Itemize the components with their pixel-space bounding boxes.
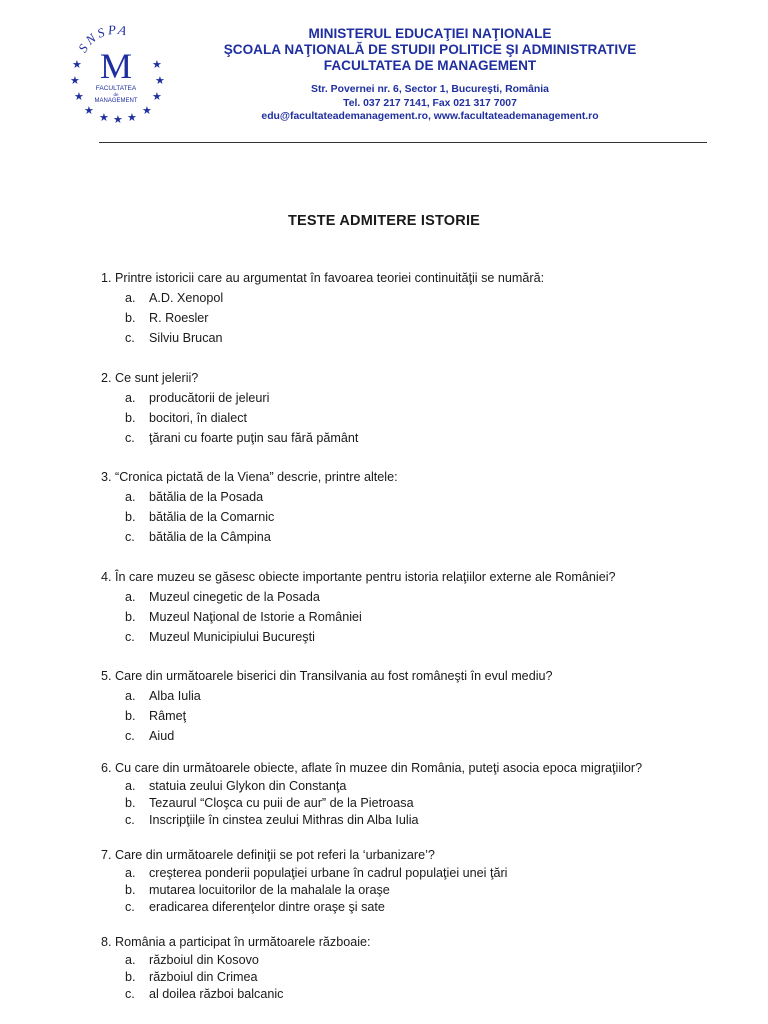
option-a: a. creşterea ponderii populaţiei urbane în cadrul populaţiei unei ţări	[125, 866, 508, 880]
option-a: a. bătălia de la Posada	[125, 490, 264, 504]
question-text: 6. Cu care din următoarele obiecte, aflate în muzee din România, puteţi asocia epoca migraţiilor?	[101, 761, 643, 775]
question-text: 4. În care muzeu se găsesc obiecte importante pentru istoria relaţiilor externe ale României?	[101, 570, 616, 584]
logo-arc-text: SNSPA	[74, 24, 131, 55]
svg-text:★: ★	[72, 59, 82, 71]
question-text: 7. Care din următoarele definiţii se pot referi la ‘urbanizare’?	[101, 848, 435, 862]
logo-sub-bottom: MANAGEMENT	[94, 98, 138, 104]
option-c: c. Silviu Brucan	[125, 331, 223, 345]
question-text: 8. România a participat în următoarele războaie:	[101, 935, 371, 949]
school-name: ŞCOALA NAŢIONALĂ DE STUDII POLITICE ŞI ADMINISTRATIVE	[223, 42, 637, 57]
svg-text:★: ★	[155, 75, 165, 87]
logo-sub-mid: de	[113, 92, 119, 97]
logo-sub-top: FACULTATEA	[95, 85, 137, 92]
svg-text:★: ★	[142, 105, 152, 117]
question-6	[101, 758, 741, 829]
question-text: 5. Care din următoarele biserici din Transilvania au fost româneşti în evul mediu?	[101, 669, 553, 683]
question-7	[101, 845, 741, 916]
svg-text:★: ★	[84, 105, 94, 117]
document-title: TESTE ADMITERE ISTORIE	[287, 213, 481, 229]
svg-text:★: ★	[70, 75, 80, 87]
option-b: b. Tezaurul “Cloşca cu puii de aur” de la Pietroasa	[125, 796, 414, 810]
question-8	[101, 932, 741, 1003]
question-5	[101, 666, 741, 746]
option-c: c. eradicarea diferenţelor dintre oraşe şi sate	[125, 900, 385, 914]
option-a: a. producătorii de jeleuri	[125, 391, 270, 405]
svg-text:★: ★	[113, 114, 123, 124]
svg-text:★: ★	[99, 112, 109, 124]
option-b: b. Muzeul Naţional de Istorie a României	[125, 610, 362, 624]
svg-text:★: ★	[152, 91, 162, 103]
institution-header	[180, 26, 680, 124]
option-c: c. bătălia de la Câmpina	[125, 530, 271, 544]
contact-links[interactable]: edu@facultateademanagement.ro, www.facultateademanagement.ro	[261, 111, 599, 122]
question-2	[101, 368, 741, 448]
option-b: b. R. Roesler	[125, 311, 209, 325]
faculty-logo	[66, 24, 166, 124]
option-c: c. al doilea război balcanic	[125, 987, 284, 1001]
option-b: b. bătălia de la Comarnic	[125, 510, 275, 524]
option-a: a. războiul din Kosovo	[125, 953, 259, 967]
address: Str. Povernei nr. 6, Sector 1, Bucureşti, România	[311, 84, 549, 95]
option-b: b. Râmeţ	[125, 709, 187, 723]
option-c: c. Muzeul Municipiului Bucureşti	[125, 630, 315, 644]
question-1	[101, 268, 741, 348]
svg-text:★: ★	[74, 91, 84, 103]
option-a: a. A.D. Xenopol	[125, 291, 224, 305]
option-c: c. Inscripţiile în cinstea zeului Mithras din Alba Iulia	[125, 813, 419, 827]
option-b: b. războiul din Crimea	[125, 970, 258, 984]
option-c: c. ţărani cu foarte puţin sau fără pământ	[125, 431, 359, 445]
question-text: 3. “Cronica pictată de la Viena” descrie, printre altele:	[101, 470, 398, 484]
option-a: a. Muzeul cinegetic de la Posada	[125, 590, 320, 604]
logo-letter: M	[99, 46, 133, 86]
header-divider	[99, 142, 707, 143]
question-text: 2. Ce sunt jelerii?	[101, 371, 199, 385]
question-4	[101, 567, 741, 647]
phone-fax: Tel. 037 217 7141, Fax 021 317 7007	[343, 97, 517, 109]
svg-text:★: ★	[152, 59, 162, 71]
option-b: b. bocitori, în dialect	[125, 411, 248, 425]
ministry-name: MINISTERUL EDUCAŢIEI NAŢIONALE	[308, 26, 552, 41]
option-a: a. statuia zeului Glykon din Constanţa	[125, 779, 347, 793]
faculty-name: FACULTATEA DE MANAGEMENT	[323, 58, 537, 73]
question-text: 1. Printre istoricii care au argumentat în favoarea teoriei continuităţii se numără:	[101, 271, 545, 285]
option-b: b. mutarea locuitorilor de la mahalale la oraşe	[125, 883, 390, 897]
option-c: c. Aiud	[125, 729, 175, 743]
question-3	[101, 467, 741, 547]
svg-text:★: ★	[127, 112, 137, 124]
option-a: a. Alba Iulia	[125, 689, 201, 703]
